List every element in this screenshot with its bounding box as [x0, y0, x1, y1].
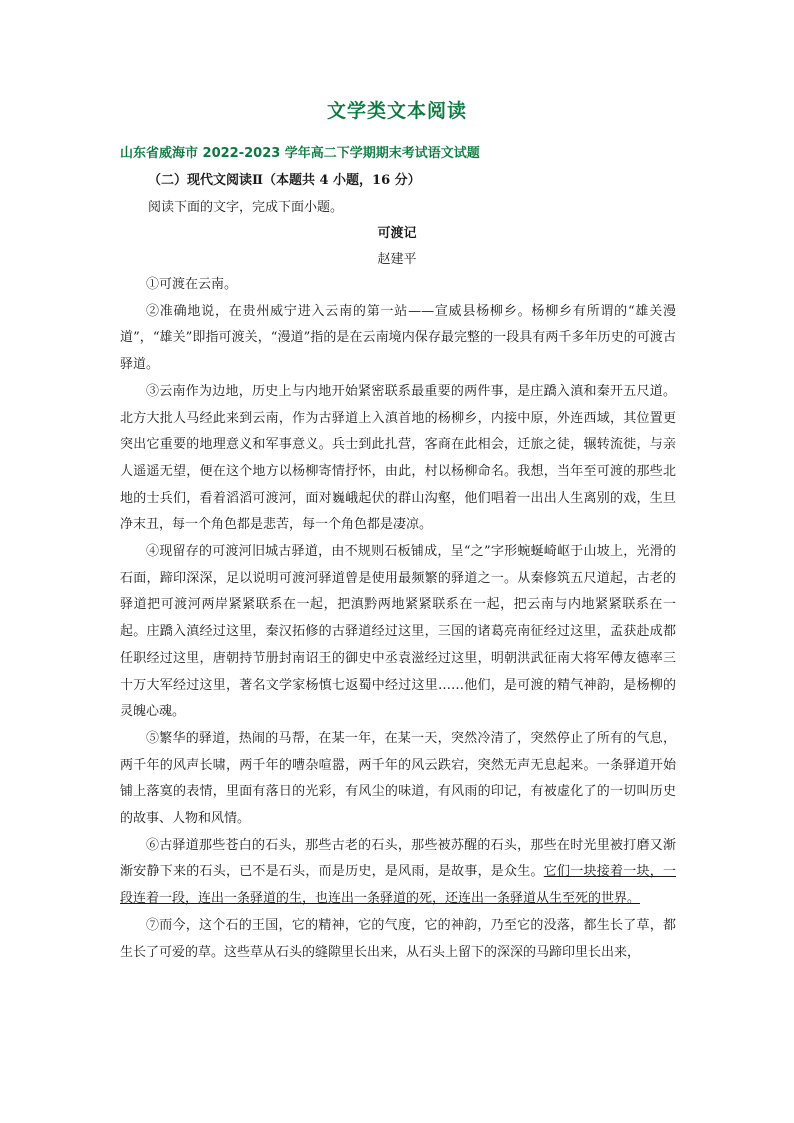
paragraph-6	[120, 833, 676, 913]
paragraph-1: ①可渡在云南。	[146, 277, 238, 292]
instruction-text: 阅读下面的文字，完成下面小题。	[148, 200, 344, 215]
exam-source: 山东省威海市 2022-2023 学年高二下学期期末考试语文试题	[120, 146, 480, 161]
paragraph-7: ⑦而今，这个石的王国，它的精神，它的气度，它的神韵，乃至它的没落，都生长了草，都生长了可爱的草。这些草从石头的缝隙里长出来，从石头上留下的深深的马蹄印里长出来，	[120, 917, 676, 960]
paragraph-3: ③云南作为边地，历史上与内地开始紧密联系最重要的两件事，是庄蹻入滇和秦开五尺道。北方大批人马经此来到云南，作为古驿道上入滇首地的杨柳乡，内接中原，外连西域，其位置更突出它重要的地理意义和军事意义。兵士到此扎营，客商在此相会，迁旅之徒，辗转流徙，与亲人遥遥无望，便在这个地方以杨柳寄情抒怀，由此，村以杨柳命名。我想，当年至可渡的那些北地的士兵们，看着滔滔可渡河，面对巍峨起伏的群山沟壑，他们唱着一出出人生离别的戏，生旦净末丑，每一个角色都是悲苦，每一个角色都是凄凉。	[120, 383, 676, 533]
paragraph-5: ⑤繁华的驿道，热闹的马帮，在某一年，在某一天，突然冷清了，突然停止了所有的气息，两千年的风声长啸，两千年的嘈杂喧嚣，两千年的风云跌宕，突然无声无息起来。一条驿道开始铺上落寞的表情，里面有落日的光彩，有风尘的味道，有风雨的印记，有被虚化了的一切叫历史的故事、人物和风情。	[120, 730, 676, 827]
essay-title: 可渡记	[377, 226, 417, 241]
underlined-sentence: 它们一块接着一块，一段连着一段，连出一条驿道的生，也连出一条驿道的死，还连出一条驿道从生至死的世界。	[120, 864, 676, 907]
paragraph-4: ④现留存的可渡河旧城古驿道，由不规则石板铺成，呈“之”字形蜿蜒崎岖于山坡上，光滑的石面，蹄印深深，足以说明可渡河驿道曾是使用最频繁的驿道之一。从秦修筑五尺道起，古老的驿道把可渡河两岸紧紧联系在一起，把滇黔两地紧紧联系在一起，把云南与内地紧紧联系在一起。庄蹻入滇经过这里，秦汉拓修的古驿道经过这里，三国的诸葛亮南征经过这里，孟获赴成都任职经过这里，唐朝持节册封南诏王的御史中丞袁滋经过这里，明朝洪武征南大将军傅友德率三十万大军经过这里，著名文学家杨慎七返蜀中经过这里……他们，是可渡的精气神韵，是杨柳的灵魄心魂。	[120, 544, 676, 720]
paragraph-2: ②准确地说，在贵州威宁进入云南的第一站——宣威县杨柳乡。杨柳乡有所谓的“雄关漫道”，“雄关”即指可渡关，“漫道”指的是在云南境内保存最完整的一段具有两千多年历史的可渡古驿道。	[120, 303, 676, 373]
essay-author: 赵建平	[377, 252, 417, 267]
document-title: 文学类文本阅读	[326, 100, 467, 122]
paragraph-6-text: ⑥古驿道那些苍白的石头，那些古老的石头，那些被苏醒的石头，那些在时光里被打磨又渐渐安静下来的石头，已不是石头，而是历史，是风雨，是故事，是众生。	[120, 837, 676, 880]
section-heading: （二）现代文阅读Ⅱ（本题共 4 小题，16 分）	[148, 173, 421, 188]
essay-body	[120, 272, 676, 966]
